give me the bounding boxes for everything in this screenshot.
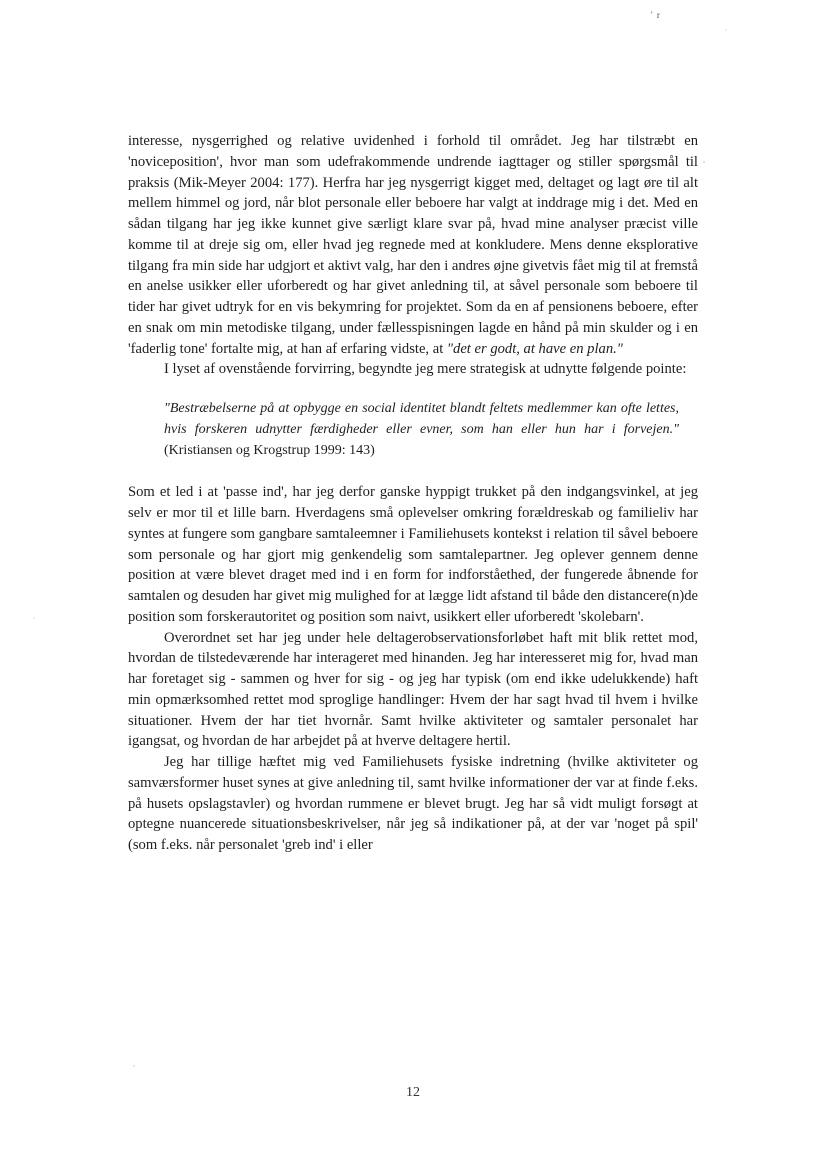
corner-scan-mark: ' r xyxy=(651,10,661,20)
body-text xyxy=(128,131,698,856)
page-number: 12 xyxy=(406,1085,420,1100)
paragraph-5: Jeg har tillige hæftet mig ved Familiehusets fysiske indretning (hvilke aktiviteter og samværsformer huset synes at give anledning til, samt hvilke informationer der var at finde f.eks. på husets opslagstavler) og hvordan rummene er blevet brugt. Jeg har så vidt muligt forsøgt at optegne nuancerede situationsbeskrivelser, når jeg så indikationer på, at der var 'noget på spil' (som f.eks. når personalet 'greb ind' i eller xyxy=(128,754,698,853)
paragraph-1 xyxy=(128,131,698,359)
paragraph-4: Overordnet set har jeg under hele deltagerobservationsforløbet haft mit blik rettet mod, hvordan de tilstedeværende har interageret med hinanden. Jeg har interesseret mig for, hvad man har foretaget sig - sammen og hver for sig - og jeg har typisk (om end ikke udelukkende) haft min opmærksomhed rettet mod sproglige handlinger: Hvem der har sagt hvad til hvem i hvilke situationer. Hvem der har tiet hvornår. Samt hvilke aktiviteter og samtaler personalet har igangsat, og hvordan de har arbejdet på at hverve deltagere hertil. xyxy=(128,629,698,750)
block-quote xyxy=(164,399,679,461)
block-quote-citation: (Kristiansen og Krogstrup 1999: 143) xyxy=(164,442,375,458)
paragraph-1-quote-emphasis: "det er godt, at have en plan." xyxy=(446,340,623,357)
paragraph-2: I lyset af ovenstående forvirring, begyndte jeg mere strategisk at udnytte følgende pointe: xyxy=(164,361,687,378)
paragraph-1-text: interesse, nysgerrighed og relative uvidenhed i forhold til området. Jeg har tilstræbt en 'noviceposition', hvor man som udefrakommende undrende iagttager og stiller spørgsmål til praksis (Mik-Meyer 2004: 177). Herfra har jeg nysgerrigt kigget med, deltaget og lagt øre til alt mellem himmel og jord, når blot personale eller beboere har valgt at inddrage mig i det. Med en sådan tilgang har jeg ikke kunnet give særligt klare svar på, hvad mine analyser præcist ville komme til at dreje sig om, eller hvad jeg regnede med at konkludere. Mens denne eksplorative tilgang fra min side har udgjort et aktivt valg, har den i andres øjne givetvis fået mig til at fremstå en anelse usikker eller uforberedt og har givet anledning til, at såvel personale som beboere til tider har givet udtryk for en vis bekymring for projektet. Som da en af pensionens beboere, efter en snak om min metodiske tilgang, under fællesspisningen lagde en hånd på min skulder og i en 'faderlig tone' fortalte mig, at han af erfaring vidste, at xyxy=(128,133,698,357)
block-quote-text: "Bestræbelserne på at opbygge en social identitet blandt feltets medlemmer kan ofte lettes, hvis forskeren udnytter færdigheder eller evner, som han eller hun har i forvejen." xyxy=(164,401,679,437)
paragraph-3: Som et led i at 'passe ind', har jeg derfor ganske hyppigt trukket på den indgangsvinkel, at jeg selv er mor til et lille barn. Hverdagens små oplevelser omkring forældreskab og familieliv har syntes at fungere som gangbare samtaleemner i Familiehusets kontekst i relation til såvel beboere som personale og har gjort mig genkendelig som samtalepartner. Jeg oplever gennem denne position at være blevet draget med ind i en form for indforståethed, der fungerede åbnende for samtalen og desuden har givet mig mulighed for at lægge lidt afstand til både den distancere(n)de position som forskerautoritet og position som naivt, usikkert eller uforberedt 'skolebarn'. xyxy=(128,484,698,625)
